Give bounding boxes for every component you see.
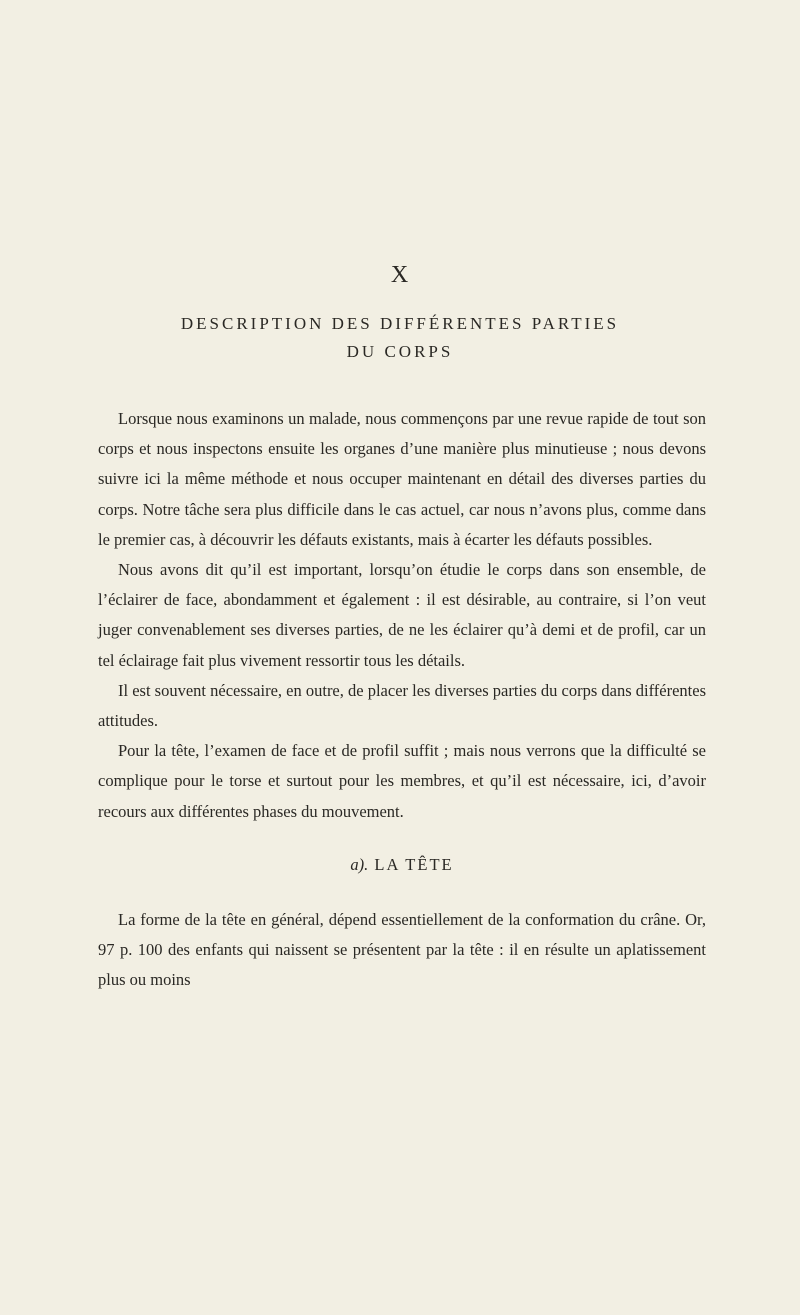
- chapter-title-line-1: DESCRIPTION DES DIFFÉRENTES PARTIES: [180, 314, 620, 333]
- chapter-number: X: [390, 262, 410, 288]
- paragraph: Pour la tête, l’examen de face et de profil suffit ; mais nous verrons que la difficulté se complique pour le torse et surtout pour les membres, et qu’il est nécessaire, ici, d’avoir recours aux différentes phases du mouvement.: [98, 741, 706, 821]
- body-text: [98, 404, 706, 996]
- paragraph: Il est souvent nécessaire, en outre, de placer les diverses parties du corps dans différentes attitudes.: [98, 680, 706, 731]
- paragraph: Nous avons dit qu’il est important, lorsqu’on étudie le corps dans son ensemble, de l’éclairer de face, abondamment et également : il est désirable, au contraire, si l’on veut juger convenablement ses diverses parties, de ne les éclairer qu’à demi et de profil, car un tel éclairage fait plus vivement ressortir tous les détails.: [98, 560, 706, 670]
- chapter-title-line-2: DU CORPS: [346, 342, 454, 361]
- paragraph: La forme de la tête en général, dépend essentiellement de la conformation du crâne. Or, 97 p. 100 des enfants qui naissent se présentent par la tête : il en résulte un aplatissement plus ou moins: [98, 910, 706, 990]
- section-heading: [98, 850, 706, 880]
- chapter-title: [0, 310, 800, 366]
- paragraph: Lorsque nous examinons un malade, nous commençons par une revue rapide de tout son corps et nous inspectons ensuite les organes d’une manière plus minutieuse ; nous devons suivre ici la même méthode et nous occuper maintenant en détail des diverses parties du corps. Notre tâche sera plus difficile dans le cas actuel, car nous n’avons plus, comme dans le premier cas, à découvrir les défauts existants, mais à écarter les défauts possibles.: [98, 409, 706, 549]
- section-letter: a).: [350, 854, 369, 874]
- section-title: LA TÊTE: [374, 854, 454, 874]
